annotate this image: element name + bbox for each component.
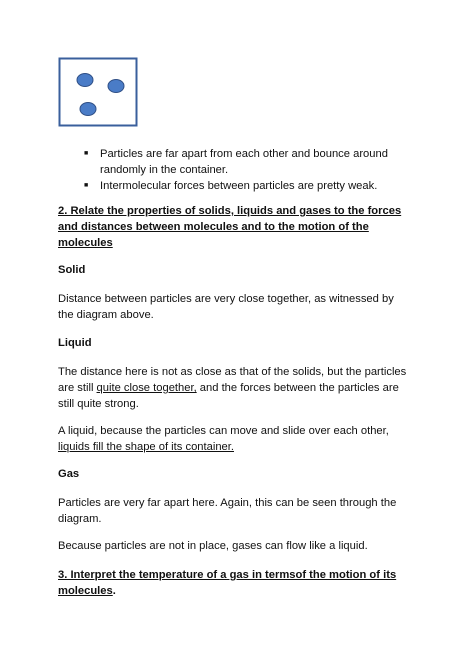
text-run: and the forces between the particles are still quite strong. <box>58 382 399 410</box>
particle <box>77 74 93 87</box>
liquid-paragraph-2 <box>58 423 412 455</box>
underlined-text: quite close together, <box>96 382 197 394</box>
gas-particles-diagram <box>58 57 138 127</box>
container-box <box>60 59 137 126</box>
question-2-heading: 2. Relate the properties of solids, liquids and gases to the forces and distances between molecules and to the motion of the molecules <box>58 205 402 249</box>
question-3-heading <box>58 567 412 599</box>
particle <box>80 103 96 116</box>
solid-text: Distance between particles are very close together, as witnessed by the diagram above. <box>58 293 394 321</box>
gas-paragraph-2: Because particles are not in place, gases can flow like a liquid. <box>58 540 368 552</box>
heading-text: 3. Interpret the temperature of a gas in termsof the motion of its molecules <box>58 569 397 597</box>
bullet-item: ■ Intermolecular forces between particles are pretty weak. <box>84 178 412 194</box>
bullet-item: ■ Particles are far apart from each other and bounce around randomly in the container. <box>84 146 412 178</box>
liquid-heading: Liquid <box>58 337 92 349</box>
text-run: A liquid, because the particles can move and slide over each other, <box>58 425 389 437</box>
underlined-text: liquids fill the shape of its container. <box>58 441 234 453</box>
gas-heading: Gas <box>58 468 80 480</box>
solid-heading: Solid <box>58 264 86 276</box>
liquid-paragraph-1 <box>58 364 412 412</box>
heading-period: . <box>112 585 116 597</box>
gas-paragraph-1: Particles are very far apart here. Again, this can be seen through the diagram. <box>58 497 397 525</box>
text-run: The distance here is not as close as that of the solids, but the particles are still <box>58 366 407 394</box>
particle <box>108 80 124 93</box>
gas-properties-list <box>84 146 412 194</box>
